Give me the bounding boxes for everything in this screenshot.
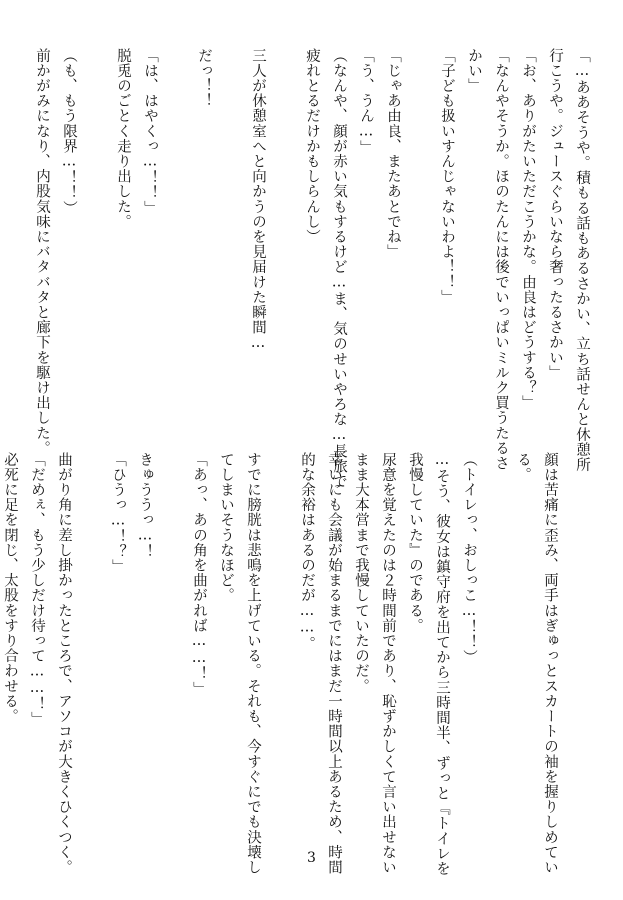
lower-text-block	[0, 452, 563, 877]
blank-line	[406, 48, 433, 428]
text-line: 行こうや。ジュースぐらいなら奢ったるさかい」	[547, 48, 563, 381]
text-line: 三人が休憩室へと向かうのを見届けた瞬間…	[250, 48, 266, 352]
upper-text-block	[28, 48, 595, 489]
text-line: 「なんやそうか。ほのたんには後でいっぱいミルク買うたるさ	[493, 48, 509, 471]
page-number: 3	[307, 850, 316, 866]
text-line: だっ！！	[196, 48, 212, 109]
text-line: 「は、はやくっ…！！」	[142, 48, 158, 216]
text-line: 脱兎のごとく走り出した。	[115, 48, 131, 230]
text-line: （なんや、顔が赤い気もするけど…ま、気のせいやろな…長旅で	[331, 48, 347, 489]
text-line: てしまいそうなほど。	[218, 452, 234, 603]
text-line: 「ひうっ…！？」	[110, 452, 126, 575]
blank-line	[217, 48, 244, 428]
text-line: 曲がり角に差し掛かったところで、アソコが大きくひくつく。	[56, 452, 72, 875]
text-line: 「あっ、あの角を曲がれば……！」	[191, 452, 207, 697]
blank-line	[482, 452, 509, 842]
blank-line	[271, 48, 298, 428]
text-line: まま大本営まで我慢していたのだ。	[353, 452, 369, 694]
text-line: （も、もう限界…！！）	[61, 48, 77, 216]
text-line: 「じゃあ由良、またあとでね」	[385, 48, 401, 260]
text-line: 「だめぇ、もう少しだけ待って……！」	[29, 452, 45, 727]
text-line: 前かがみになり、内股気味にバタバタと廊下を駆け出した。	[34, 48, 50, 456]
text-line: 尿意を覚えたのは２時間前であり、恥ずかしくて言い出せない	[380, 452, 396, 875]
blank-line	[163, 48, 190, 428]
text-line: …そう、彼女は鎮守府を出てから三時間半、ずっと『トイレを	[434, 452, 450, 877]
text-line: 必死に足を閉じ、太股をすり合わせる。	[2, 452, 18, 724]
text-line: すでに膀胱は悲鳴を上げている。それも、今すぐにでも決壊し	[245, 452, 261, 875]
text-line: （トイレっ、おしっこ…！！）	[461, 452, 477, 665]
text-line: 幸いにも会議が始まるまでにはまだ一時間以上あるため、時間	[326, 452, 342, 875]
text-line: 「う、うん…」	[358, 48, 374, 156]
text-line: 的な余裕はあるのだが……。	[299, 452, 315, 652]
text-line: 「お、ありがたいただこうかな。由良はどうする？」	[520, 48, 536, 411]
blank-line	[158, 452, 185, 842]
text-line: 我慢していた』のである。	[407, 452, 423, 634]
text-line: かい」	[466, 48, 482, 94]
text-line: 顔は苦痛に歪み、両手はぎゅっとスカートの袖を握りしめてい	[542, 452, 558, 875]
text-line: る。	[515, 452, 531, 483]
text-line: 「…ああそうや。積もる話もあるさかい、立ち話せんと休憩所	[574, 48, 590, 473]
blank-line	[77, 452, 104, 842]
text-line: 疲れとるだけかもしらんし）	[304, 48, 320, 245]
blank-line	[266, 452, 293, 842]
text-line: 「子ども扱いすんじゃないわよ！！」	[439, 48, 455, 305]
blank-line	[82, 48, 109, 428]
text-line: きゅううっ…！	[137, 452, 153, 560]
